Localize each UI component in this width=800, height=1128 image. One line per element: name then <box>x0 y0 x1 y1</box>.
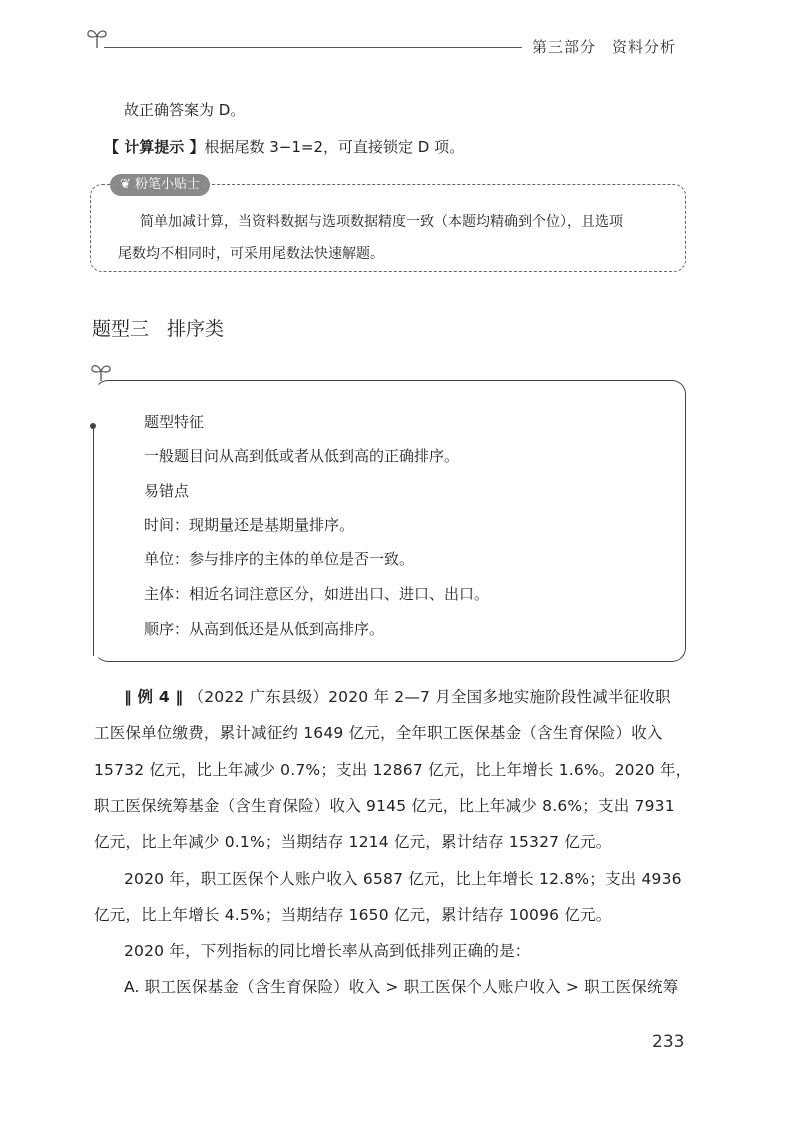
running-header <box>532 36 676 57</box>
feature-line: 一般题目问从高到低或者从低到高的正确排序。 <box>144 447 460 465</box>
tips-tag-label: 粉笔小贴士 <box>135 177 201 192</box>
example-line: 工医保单位缴费，累计减征约 1649 亿元，全年职工医保基金（含生育保险）收入 <box>94 724 663 742</box>
question-stem: 2020 年，下列指标的同比增长率从高到低排列正确的是： <box>124 942 531 960</box>
pitfall-subject: 主体：相近名词注意区分，如进出口、进口、出口。 <box>144 585 490 603</box>
section-label: 题型三 <box>92 318 150 340</box>
example-line: 亿元，比上年增长 4.5%；当期结存 1650 亿元，累计结存 10096 亿元。 <box>94 906 612 924</box>
pitfall-heading: 易错点 <box>144 482 190 500</box>
calc-hint-text: 根据尾数 3−1=2，可直接锁定 D 项。 <box>204 138 465 156</box>
section-name: 排序类 <box>167 318 225 340</box>
example-line: 15732 亿元，比上年减少 0.7%；支出 12867 亿元，比上年增长 1.6%。2020 年， <box>94 761 692 779</box>
example-line: 职工医保统筹基金（含生育保险）收入 9145 亿元，比上年减少 8.6%；支出 7931 <box>94 797 675 815</box>
example-mark: ‖ 例 4 ‖ <box>124 688 184 706</box>
section-title <box>92 314 224 341</box>
leaf-icon: ❦ <box>120 177 131 192</box>
pitfall-time: 时间：现期量还是基期量排序。 <box>144 516 355 534</box>
feature-box-dot <box>90 423 96 429</box>
example-line: 亿元，比上年减少 0.1%；当期结存 1214 亿元，累计结存 15327 亿元。 <box>94 833 612 851</box>
feature-box-stub <box>93 426 94 656</box>
calc-hint-label: 【 计算提示 】 <box>104 138 205 156</box>
header-rule <box>104 47 522 48</box>
header-section: 资料分析 <box>612 38 677 56</box>
example-line: 2020 年，职工医保个人账户收入 6587 亿元，比上年增长 12.8%；支出 4936 <box>124 870 682 888</box>
sprout-icon <box>88 360 114 382</box>
page-number: 233 <box>652 1032 685 1052</box>
calc-hint <box>104 137 464 157</box>
answer-line: 故正确答案为 D。 <box>124 101 246 119</box>
tips-line-1: 简单加减计算，当资料数据与选项数据精度一致（本题均精确到个位），且选项 <box>140 214 623 230</box>
example-line <box>124 686 671 708</box>
feature-heading: 题型特征 <box>144 413 205 431</box>
tips-line-2: 尾数均不相同时，可采用尾数法快速解题。 <box>118 246 384 262</box>
example-text: （2022 广东县级）2020 年 2—7 月全国多地实施阶段性减半征收职 <box>188 688 671 706</box>
pitfall-unit: 单位：参与排序的主体的单位是否一致。 <box>144 550 415 568</box>
pitfall-order: 顺序：从高到低还是从低到高排序。 <box>144 620 385 638</box>
option-a: A. 职工医保基金（含生育保险）收入 > 职工医保个人账户收入 > 职工医保统筹 <box>124 978 679 996</box>
tips-tag <box>110 174 210 196</box>
header-part: 第三部分 <box>532 38 597 56</box>
